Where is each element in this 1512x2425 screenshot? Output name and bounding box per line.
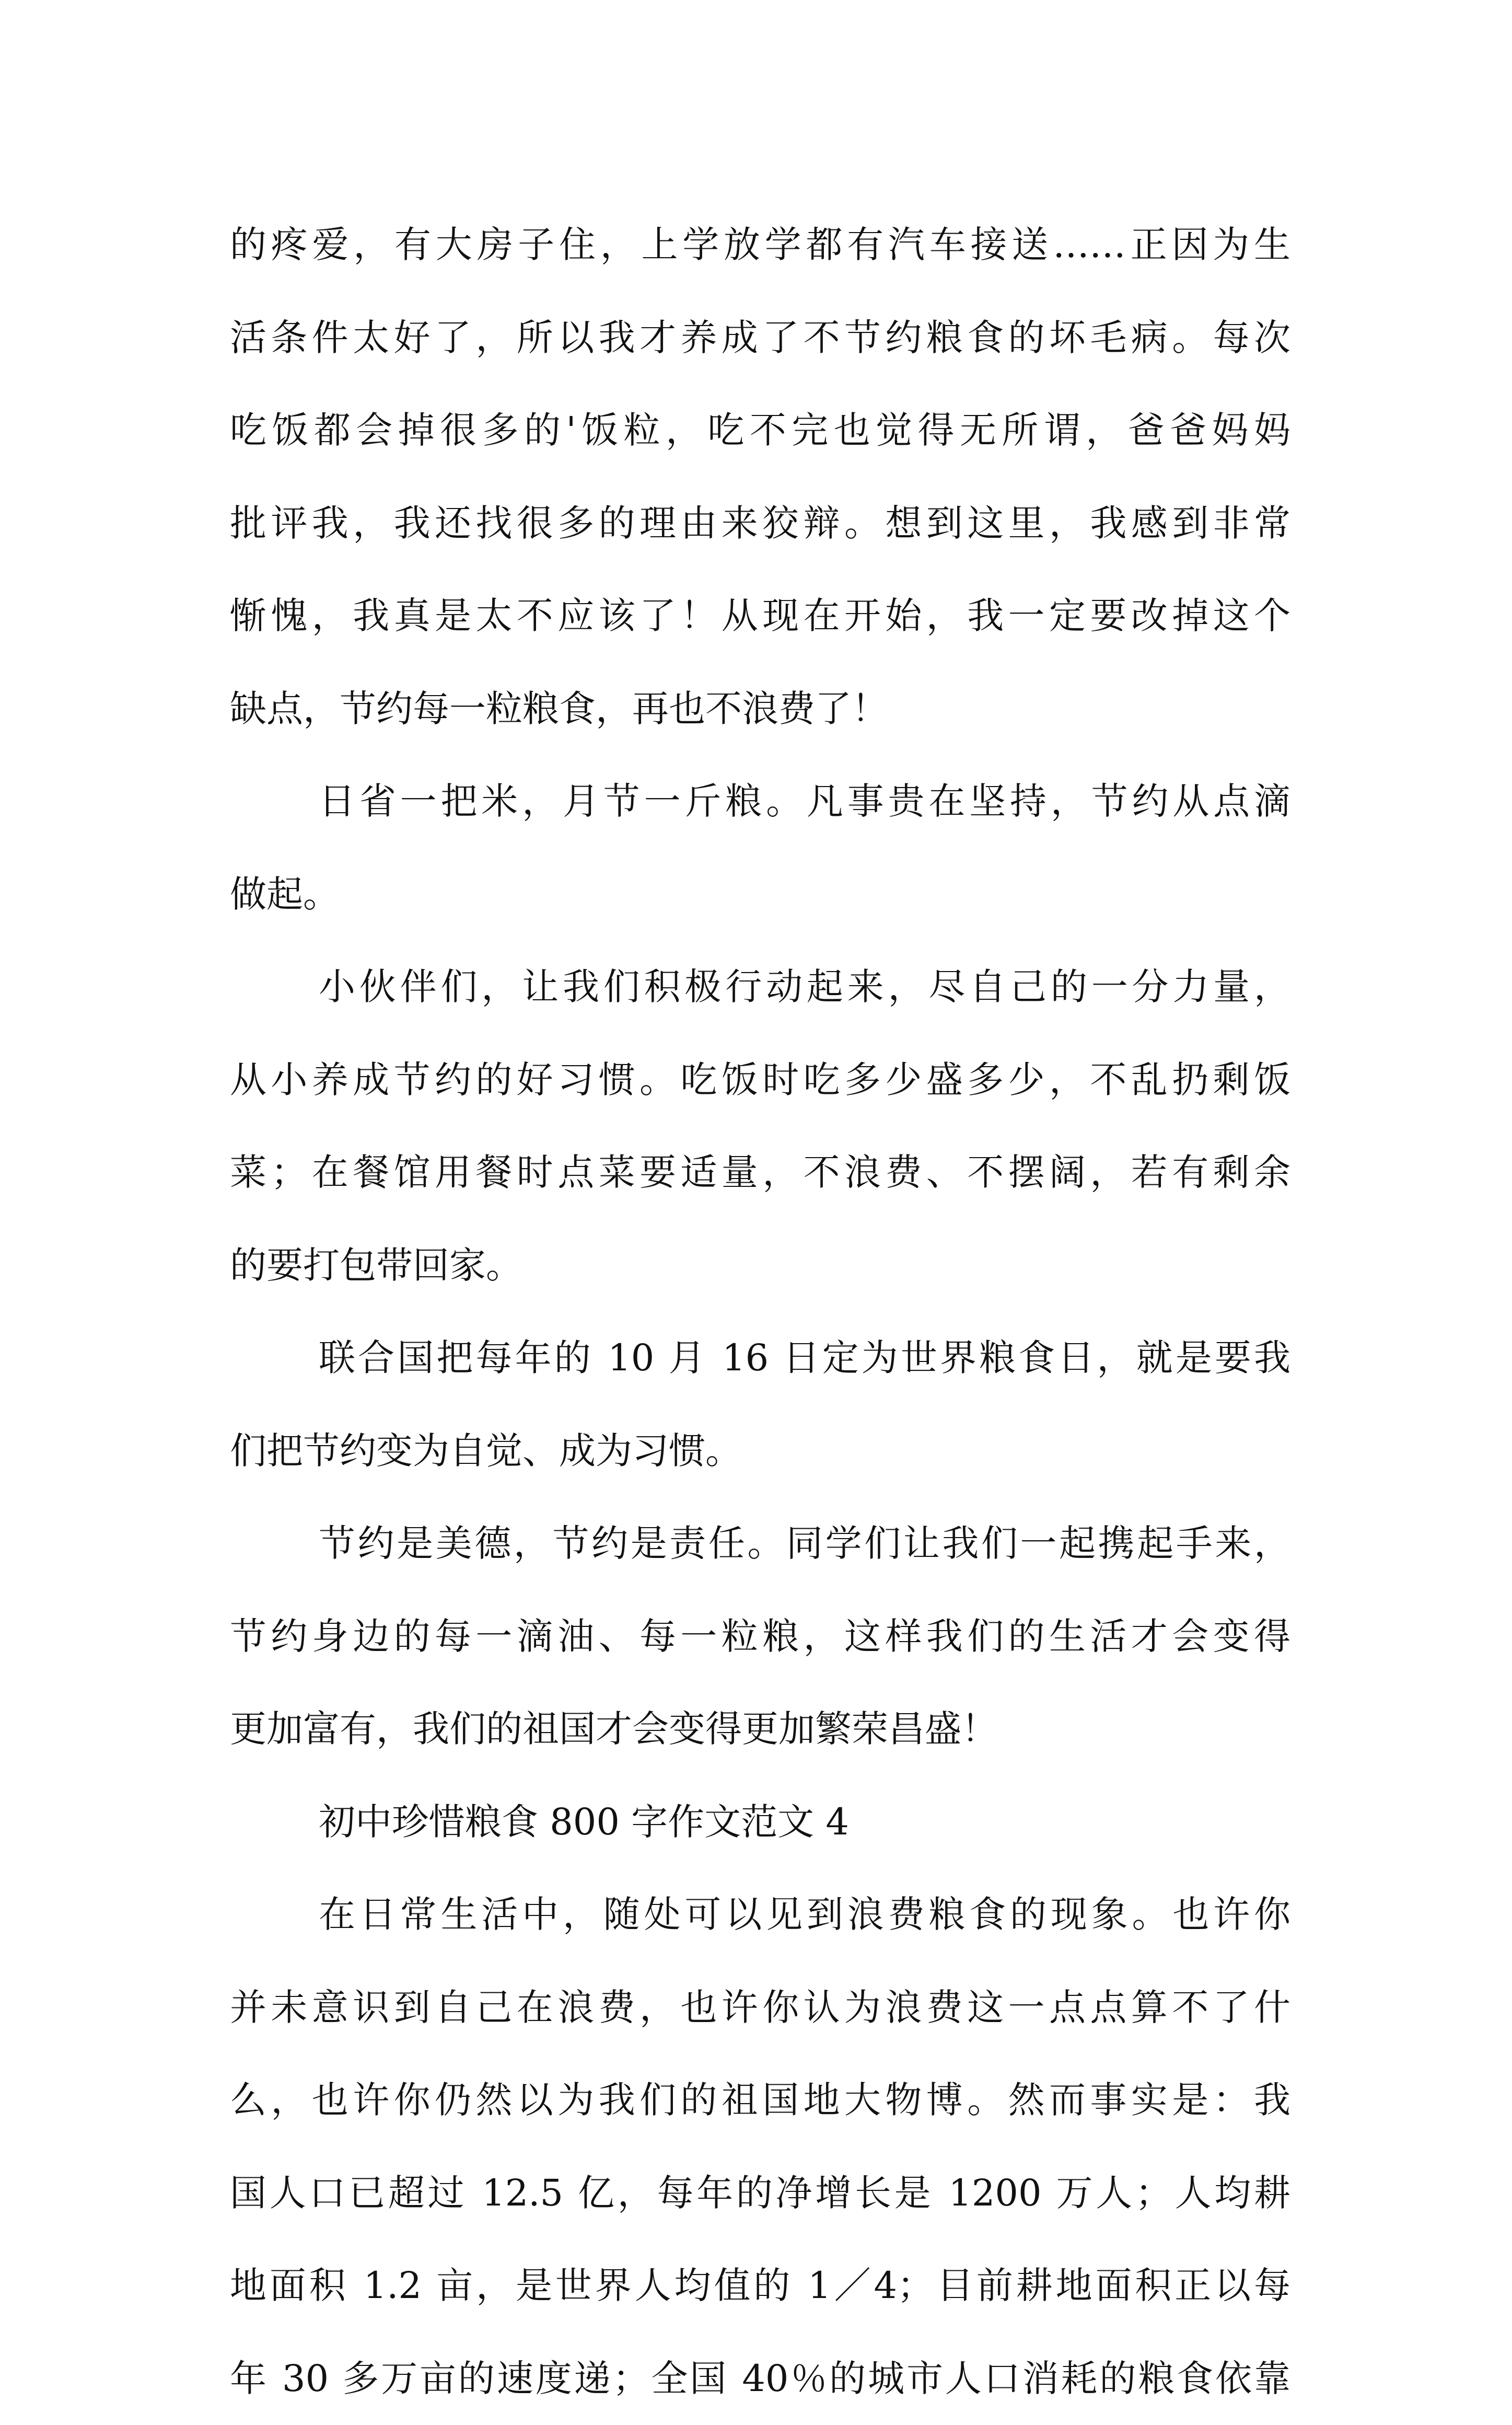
text-line: 的要打包带回家。	[230, 1219, 1290, 1312]
text-line: 缺点，节约每一粒粮食，再也不浪费了！	[230, 663, 1290, 756]
text-line: 们把节约变为自觉、成为习惯。	[230, 1405, 1290, 1498]
document-body	[230, 199, 1290, 2425]
text-line: 日省一把米，月节一斤粮。凡事贵在坚持，节约从点滴	[230, 755, 1290, 848]
text-line: 惭愧，我真是太不应该了！从现在开始，我一定要改掉这个	[230, 570, 1290, 663]
text-line: 的疼爱，有大房子住，上学放学都有汽车接送……正因为生	[230, 199, 1290, 292]
text-line: 菜；在餐馆用餐时点菜要适量，不浪费、不摆阔，若有剩余	[230, 1126, 1290, 1219]
text-line: 批评我，我还找很多的理由来狡辩。想到这里，我感到非常	[230, 477, 1290, 570]
text-line: 节约身边的每一滴油、每一粒粮，这样我们的生活才会变得	[230, 1590, 1290, 1683]
text-line: 年 30 多万亩的速度递；全国 40％的城市人口消耗的粮食依靠	[230, 2332, 1290, 2425]
text-line: 吃饭都会掉很多的'饭粒，吃不完也觉得无所谓，爸爸妈妈	[230, 384, 1290, 477]
text-line: 并未意识到自己在浪费，也许你认为浪费这一点点算不了什	[230, 1961, 1290, 2054]
text-line: 更加富有，我们的祖国才会变得更加繁荣昌盛！	[230, 1683, 1290, 1776]
text-line: 在日常生活中，随处可以见到浪费粮食的现象。也许你	[230, 1868, 1290, 1961]
text-line: 活条件太好了，所以我才养成了不节约粮食的坏毛病。每次	[230, 292, 1290, 385]
text-line: 国人口已超过 12.5 亿，每年的净增长是 1200 万人；人均耕	[230, 2147, 1290, 2240]
text-line: 初中珍惜粮食 800 字作文范文 4	[230, 1776, 1290, 1869]
text-line: 节约是美德，节约是责任。同学们让我们一起携起手来，	[230, 1497, 1290, 1590]
text-line: 做起。	[230, 848, 1290, 941]
text-line: 从小养成节约的好习惯。吃饭时吃多少盛多少，不乱扔剩饭	[230, 1034, 1290, 1127]
text-line: 联合国把每年的 10 月 16 日定为世界粮食日，就是要我	[230, 1312, 1290, 1405]
text-line: 地面积 1.2 亩，是世界人均值的 1／4；目前耕地面积正以每	[230, 2239, 1290, 2332]
text-line: 小伙伴们，让我们积极行动起来，尽自己的一分力量，	[230, 941, 1290, 1034]
text-line: 么，也许你仍然以为我们的祖国地大物博。然而事实是：我	[230, 2054, 1290, 2147]
